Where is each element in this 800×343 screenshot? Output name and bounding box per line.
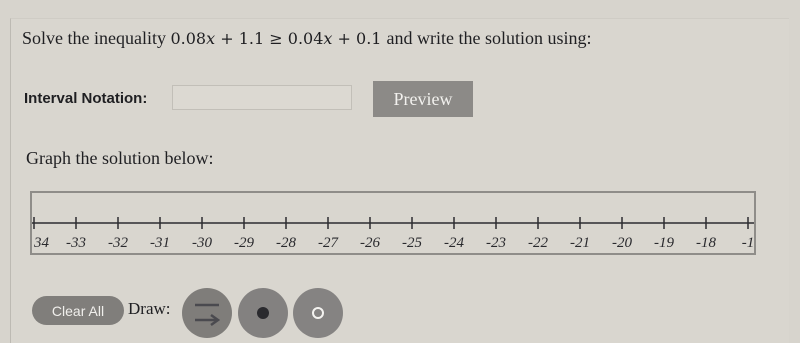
tick-label: -21 [570, 235, 590, 251]
tick-label: -20 [612, 235, 632, 251]
tick-label: -19 [654, 235, 674, 251]
graph-instruction: Graph the solution below: [26, 148, 214, 168]
inequality-expression: 0.08x + 1.1 ≥ 0.04x + 0.1 [170, 29, 382, 48]
number-line-svg[interactable] [32, 193, 756, 255]
tick-label: -27 [318, 235, 338, 251]
closed-dot-tool-button[interactable] [238, 288, 288, 338]
tick-label: -32 [108, 235, 128, 251]
number-line-graph[interactable] [30, 191, 756, 255]
question-panel [10, 18, 789, 343]
ray-tool-button[interactable] [182, 288, 232, 338]
filled-circle-icon [253, 303, 273, 323]
prompt-prefix: Solve the inequality [22, 28, 166, 48]
tick-label: -25 [402, 235, 422, 251]
tick-label: -1 [741, 235, 755, 251]
tick-label: -24 [444, 235, 464, 251]
tick-label: -23 [486, 235, 506, 251]
tick-label: -18 [696, 235, 716, 251]
tick-label: -33 [66, 235, 86, 251]
interval-notation-input[interactable] [172, 85, 352, 110]
tick-label: -30 [192, 235, 212, 251]
interval-notation-label: Interval Notation: [24, 90, 148, 107]
tick-label: -22 [528, 235, 548, 251]
tick-label: -28 [276, 235, 296, 251]
draw-label: Draw: [128, 299, 171, 318]
open-circle-icon [308, 303, 328, 323]
clear-all-button[interactable]: Clear All [32, 296, 124, 325]
preview-button[interactable]: Preview [373, 81, 473, 117]
prompt-suffix: and write the solution using: [386, 28, 592, 48]
tick-label: -31 [150, 235, 170, 251]
open-dot-tool-button[interactable] [293, 288, 343, 338]
question-prompt [22, 28, 592, 49]
tick-label: -29 [234, 235, 254, 251]
tick-label: 34 [34, 235, 49, 251]
tick-label: -26 [360, 235, 380, 251]
ray-arrow-icon [187, 293, 227, 333]
